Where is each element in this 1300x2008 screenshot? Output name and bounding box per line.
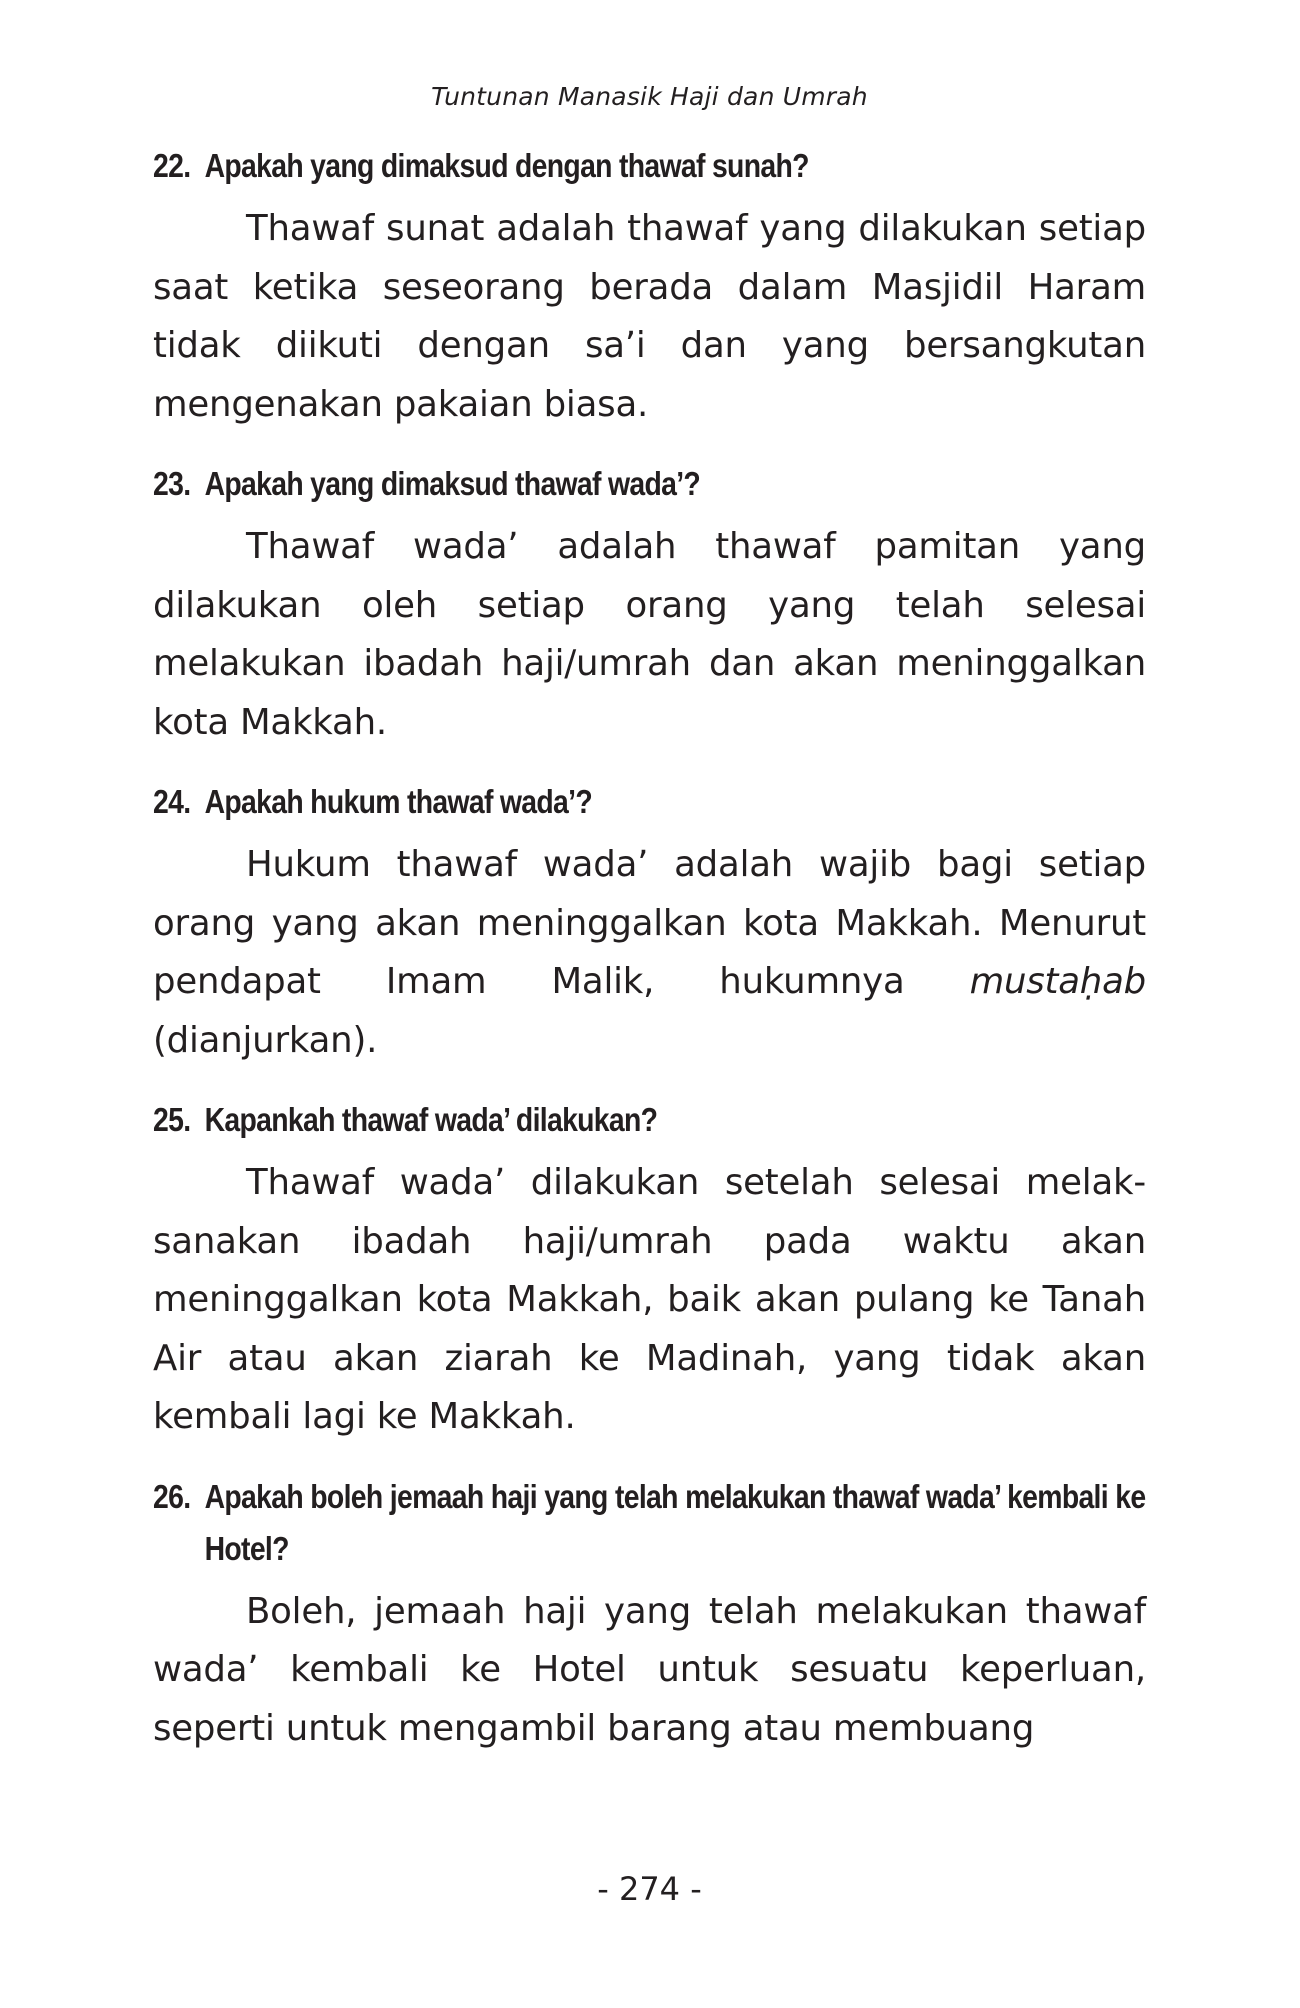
answer-paragraph bbox=[153, 836, 1146, 1070]
question-text: Apakah boleh jemaah haji yang telah melakukan thawaf wada’ kembali ke Hotel? bbox=[204, 1477, 1146, 1567]
qa-item-25 bbox=[153, 1094, 1146, 1447]
answer-paragraph: Boleh, jemaah haji yang telah melakukan thawaf wada’ kembali ke Hotel untuk sesuatu keperluan, seperti untuk mengambil barang atau membuang bbox=[153, 1590, 1146, 1749]
qa-list bbox=[153, 140, 1146, 1782]
running-header: Tuntunan Manasik Haji dan Umrah bbox=[431, 82, 868, 111]
question-heading bbox=[153, 140, 1145, 192]
answer-paragraph: Thawaf wada’ dilakukan setelah selesai melak-sanakan ibadah haji/umrah pada waktu akan meninggalkan kota Makkah, baik akan pulang ke Tanah Air atau akan ziarah ke Madinah, yang tidak akan kembali lagi ke Makkah. bbox=[153, 1162, 1146, 1437]
answer-text: (dianjurkan). bbox=[153, 1019, 378, 1061]
qa-item-26 bbox=[153, 1471, 1146, 1759]
question-text: Apakah hukum thawaf wada’? bbox=[204, 783, 592, 820]
book-page bbox=[153, 0, 1146, 2008]
question-number: 26. bbox=[153, 1477, 191, 1515]
question-number: 22. bbox=[153, 147, 191, 184]
question-number: 23. bbox=[153, 465, 191, 502]
question-text: Apakah yang dimaksud dengan thawaf sunah? bbox=[204, 147, 809, 184]
answer-paragraph: Thawaf sunat adalah thawaf yang dilakukan setiap saat ketika seseorang berada dalam Masjidil Haram tidak diikuti dengan sa’i dan yang bersangkutan mengenakan pakaian biasa. bbox=[153, 208, 1146, 425]
question-text: Apakah yang dimaksud thawaf wada’? bbox=[204, 465, 701, 502]
qa-item-22 bbox=[153, 140, 1146, 434]
question-text: Kapankah thawaf wada’ dilakukan? bbox=[204, 1101, 658, 1138]
question-number: 25. bbox=[153, 1101, 191, 1138]
qa-item-24 bbox=[153, 776, 1146, 1070]
qa-item-23 bbox=[153, 458, 1146, 752]
answer-paragraph: Thawaf wada’ adalah thawaf pamitan yang dilakukan oleh setiap orang yang telah selesai melakukan ibadah haji/umrah dan akan meninggalkan kota Makkah. bbox=[153, 526, 1146, 743]
question-heading bbox=[153, 1094, 1145, 1146]
question-heading bbox=[153, 776, 1145, 828]
question-heading bbox=[153, 1471, 1145, 1575]
answer-text: Hukum thawaf wada’ adalah wajib bagi setiap orang yang akan meninggalkan kota Makkah. Menurut pendapat Imam Malik, hukumnya bbox=[153, 844, 1146, 1002]
question-number: 24. bbox=[153, 783, 191, 820]
page-number: - 274 - bbox=[597, 1870, 702, 1908]
question-heading bbox=[153, 458, 1145, 510]
answer-emphasis-term: mustaḥab bbox=[969, 961, 1146, 1002]
